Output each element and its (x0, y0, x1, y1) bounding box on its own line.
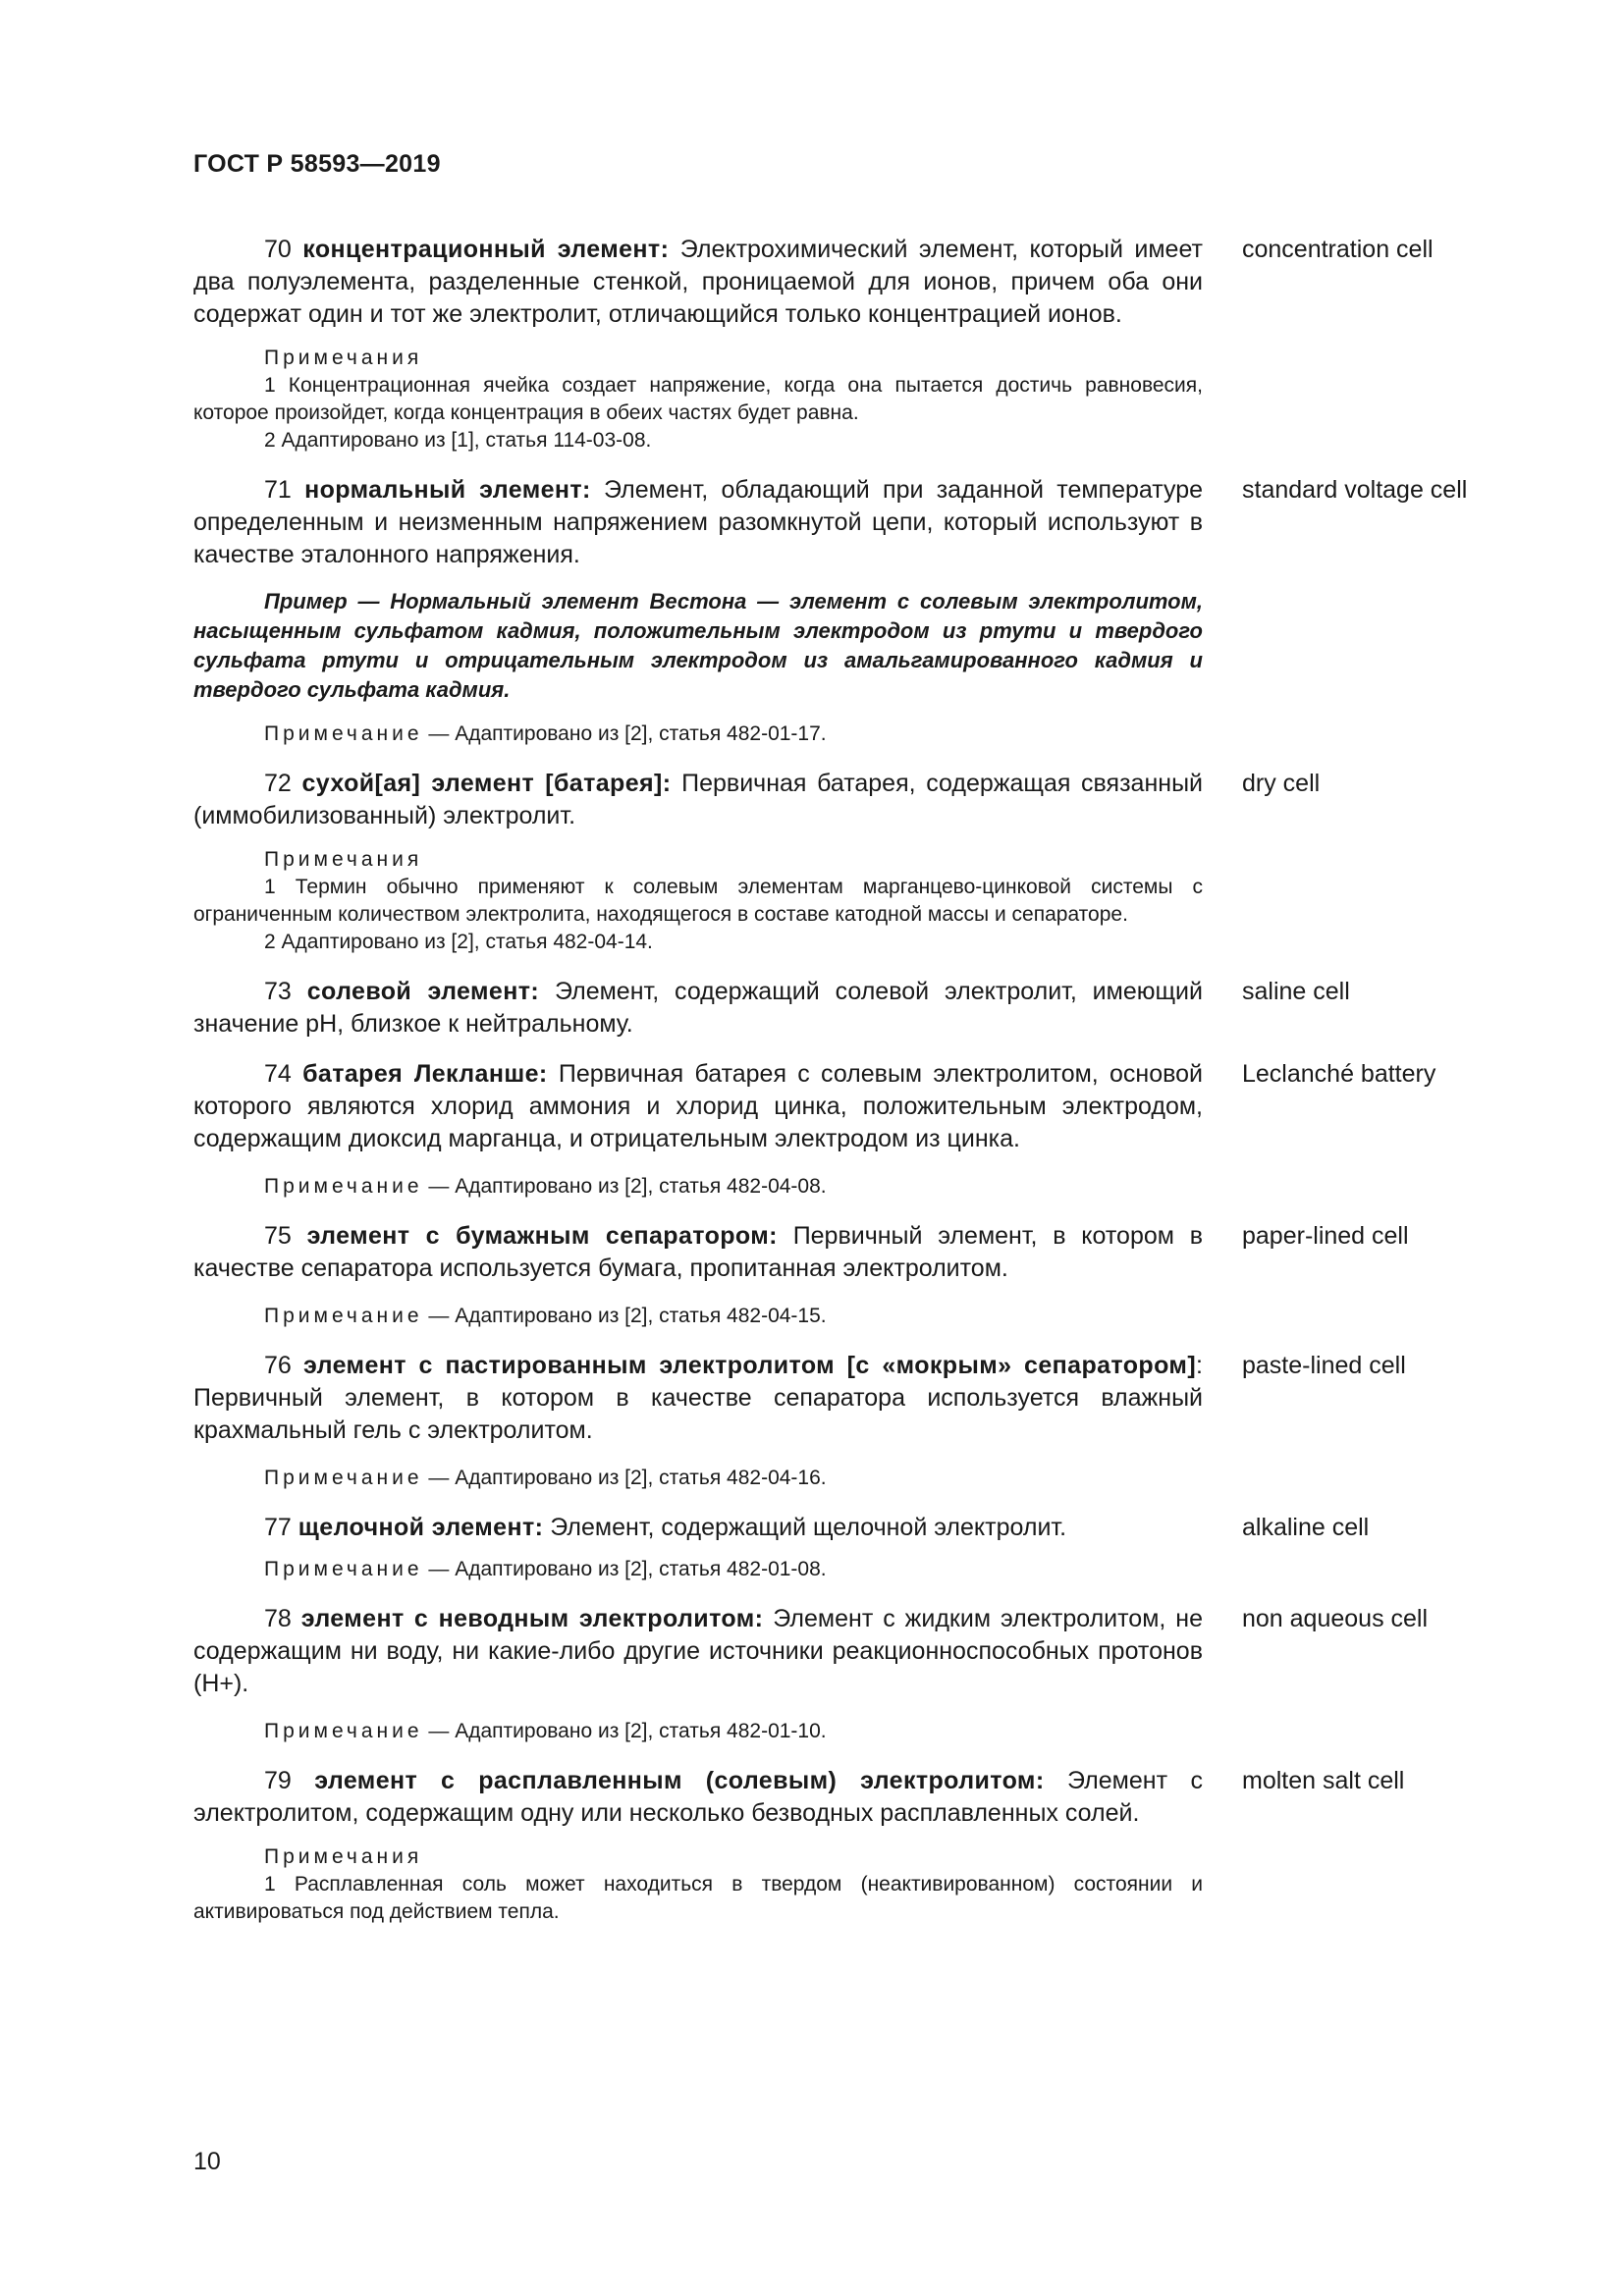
english-term: standard voltage cell (1242, 476, 1468, 504)
note-label: Примечание (264, 1558, 423, 1580)
note-item: 1 Концентрационная ячейка создает напряжение, когда она пытается достичь равновесия, которое произойдет, когда концентрация в обеих частях будет равна. (193, 374, 1203, 424)
note-item: 2 Адаптировано из [1], статья 114-03-08. (264, 429, 652, 452)
notes-heading: Примечания (264, 848, 423, 871)
terms-list (193, 234, 1499, 1926)
note-text: — Адаптировано из [2], статья 482-04-16. (422, 1467, 827, 1489)
english-term: saline cell (1242, 978, 1350, 1005)
term-name: сухой[ая] элемент [батарея]: (301, 770, 672, 797)
term-entry-73 (193, 976, 1499, 1041)
term-entry-71 (193, 474, 1499, 748)
note-label: Примечание (264, 722, 423, 745)
note-label: Примечание (264, 1175, 423, 1198)
term-number: 73 (264, 978, 292, 1005)
note-text: — Адаптировано из [2], статья 482-04-08. (422, 1175, 827, 1198)
english-term: molten salt cell (1242, 1767, 1405, 1794)
term-name: концентрационный элемент: (302, 236, 670, 263)
example-text: Пример — Нормальный элемент Вестона — элемент с солевым электролитом, насыщенным сульфатом кадмия, положительным электродом из ртути и твердого сульфата ртути и отрицательным электродом из амальгамированного кадмия и твердого сульфата кадмия. (193, 589, 1203, 702)
term-name: элемент с неводным электролитом: (300, 1605, 764, 1632)
definition-text: Электрохимический элемент, который имеет два полуэлемента, разделенные стенкой, проницаемой для ионов, причем оба они содержат один и тот же электролит, отличающийся только концентрацией ионов. (193, 236, 1203, 328)
note-item: 1 Расплавленная соль может находиться в твердом (неактивированном) состоянии и активироваться под действием тепла. (193, 1873, 1203, 1923)
term-entry-76 (193, 1350, 1499, 1492)
note-text: — Адаптировано из [2], статья 482-01-10. (422, 1720, 827, 1742)
page-number: 10 (193, 2148, 221, 2175)
term-name: нормальный элемент: (304, 476, 591, 504)
note-label: Примечание (264, 1720, 423, 1742)
term-definition (193, 1603, 1203, 1700)
term-definition (193, 1220, 1203, 1285)
term-definition (193, 474, 1203, 571)
english-term: non aqueous cell (1242, 1605, 1429, 1632)
english-term: paste-lined cell (1242, 1352, 1406, 1379)
note-single (193, 1303, 1203, 1330)
term-name: элемент с пастированным электролитом [с «мокрым» сепаратором] (303, 1352, 1197, 1379)
term-number: 76 (264, 1352, 292, 1379)
term-definition (193, 1765, 1203, 1830)
term-number: 71 (264, 476, 292, 504)
definition-text: Элемент с электролитом, содержащим одну или несколько безводных расплавленных солей. (193, 1767, 1203, 1827)
note-single (193, 1556, 1203, 1583)
term-number: 70 (264, 236, 292, 263)
definition-text: Первичная батарея, содержащая связанный (иммобилизованный) электролит. (193, 770, 1203, 829)
document-code: ГОСТ Р 58593—2019 (193, 150, 441, 178)
term-definition (193, 1058, 1203, 1155)
note-label: Примечание (264, 1305, 423, 1327)
notes-heading: Примечания (264, 347, 423, 369)
note-item: 2 Адаптировано из [2], статья 482-04-14. (264, 931, 653, 953)
term-definition (193, 234, 1203, 331)
term-entry-79 (193, 1765, 1499, 1926)
definition-text: Первичная батарея с солевым электролитом, основой которого являются хлорид аммония и хлорид цинка, положительным электродом, содержащим диоксид марганца, и отрицательным электродом из цинка. (193, 1060, 1204, 1152)
term-definition (193, 1512, 1203, 1544)
term-name: батарея Лекланше: (302, 1060, 548, 1088)
term-entry-77 (193, 1512, 1499, 1583)
note-text: — Адаптировано из [2], статья 482-01-17. (422, 722, 827, 745)
term-definition (193, 976, 1203, 1041)
term-name: элемент с расплавленным (солевым) электролитом: (314, 1767, 1045, 1794)
term-entry-72 (193, 768, 1499, 956)
definition-text: : Первичный элемент, в котором в качестве сепаратора используется влажный крахмальный гель с электролитом. (193, 1352, 1203, 1444)
english-term: paper-lined cell (1242, 1222, 1409, 1250)
english-term: concentration cell (1242, 236, 1434, 263)
definition-text: Элемент, обладающий при заданной температуре определенным и неизменным напряжением разомкнутой цепи, который используют в качестве эталонного напряжения. (193, 476, 1204, 568)
term-name: солевой элемент: (306, 978, 540, 1005)
note-single (193, 1465, 1203, 1492)
note-text: — Адаптировано из [2], статья 482-01-08. (422, 1558, 827, 1580)
term-name: элемент с бумажным сепаратором: (306, 1222, 778, 1250)
definition-text: Элемент, содержащий солевой электролит, имеющий значение pH, близкое к нейтральному. (193, 978, 1203, 1038)
term-name: щелочной элемент: (298, 1514, 544, 1541)
term-number: 78 (264, 1605, 292, 1632)
definition-text: Первичный элемент, в котором в качестве сепаратора используется бумага, пропитанная электролитом. (193, 1222, 1203, 1282)
term-entry-70 (193, 234, 1499, 454)
note-single (193, 1718, 1203, 1745)
term-number: 74 (264, 1060, 292, 1088)
note-text: — Адаптировано из [2], статья 482-04-15. (422, 1305, 827, 1327)
term-entry-74 (193, 1058, 1499, 1201)
term-number: 79 (264, 1767, 292, 1794)
note-item: 1 Термин обычно применяют к солевым элементам марганцево-цинковой системы с ограниченным количеством электролита, находящегося в составе катодной массы и сепараторе. (193, 876, 1203, 926)
term-number: 75 (264, 1222, 292, 1250)
notes-heading: Примечания (264, 1845, 423, 1868)
term-definition (193, 1350, 1203, 1447)
note-label: Примечание (264, 1467, 423, 1489)
definition-text: Элемент с жидким электролитом, не содержащим ни воду, ни какие-либо другие источники реакционноспособных протонов (H+). (193, 1605, 1203, 1697)
term-definition (193, 768, 1203, 832)
note-single (193, 721, 1203, 748)
term-entry-78 (193, 1603, 1499, 1745)
english-term: dry cell (1242, 770, 1321, 797)
term-number: 77 (264, 1514, 292, 1541)
term-entry-75 (193, 1220, 1499, 1330)
term-number: 72 (264, 770, 292, 797)
english-term: alkaline cell (1242, 1514, 1370, 1541)
definition-text: Элемент, содержащий щелочной электролит. (550, 1514, 1067, 1541)
english-term: Leclanché battery (1242, 1060, 1436, 1088)
note-single (193, 1173, 1203, 1201)
